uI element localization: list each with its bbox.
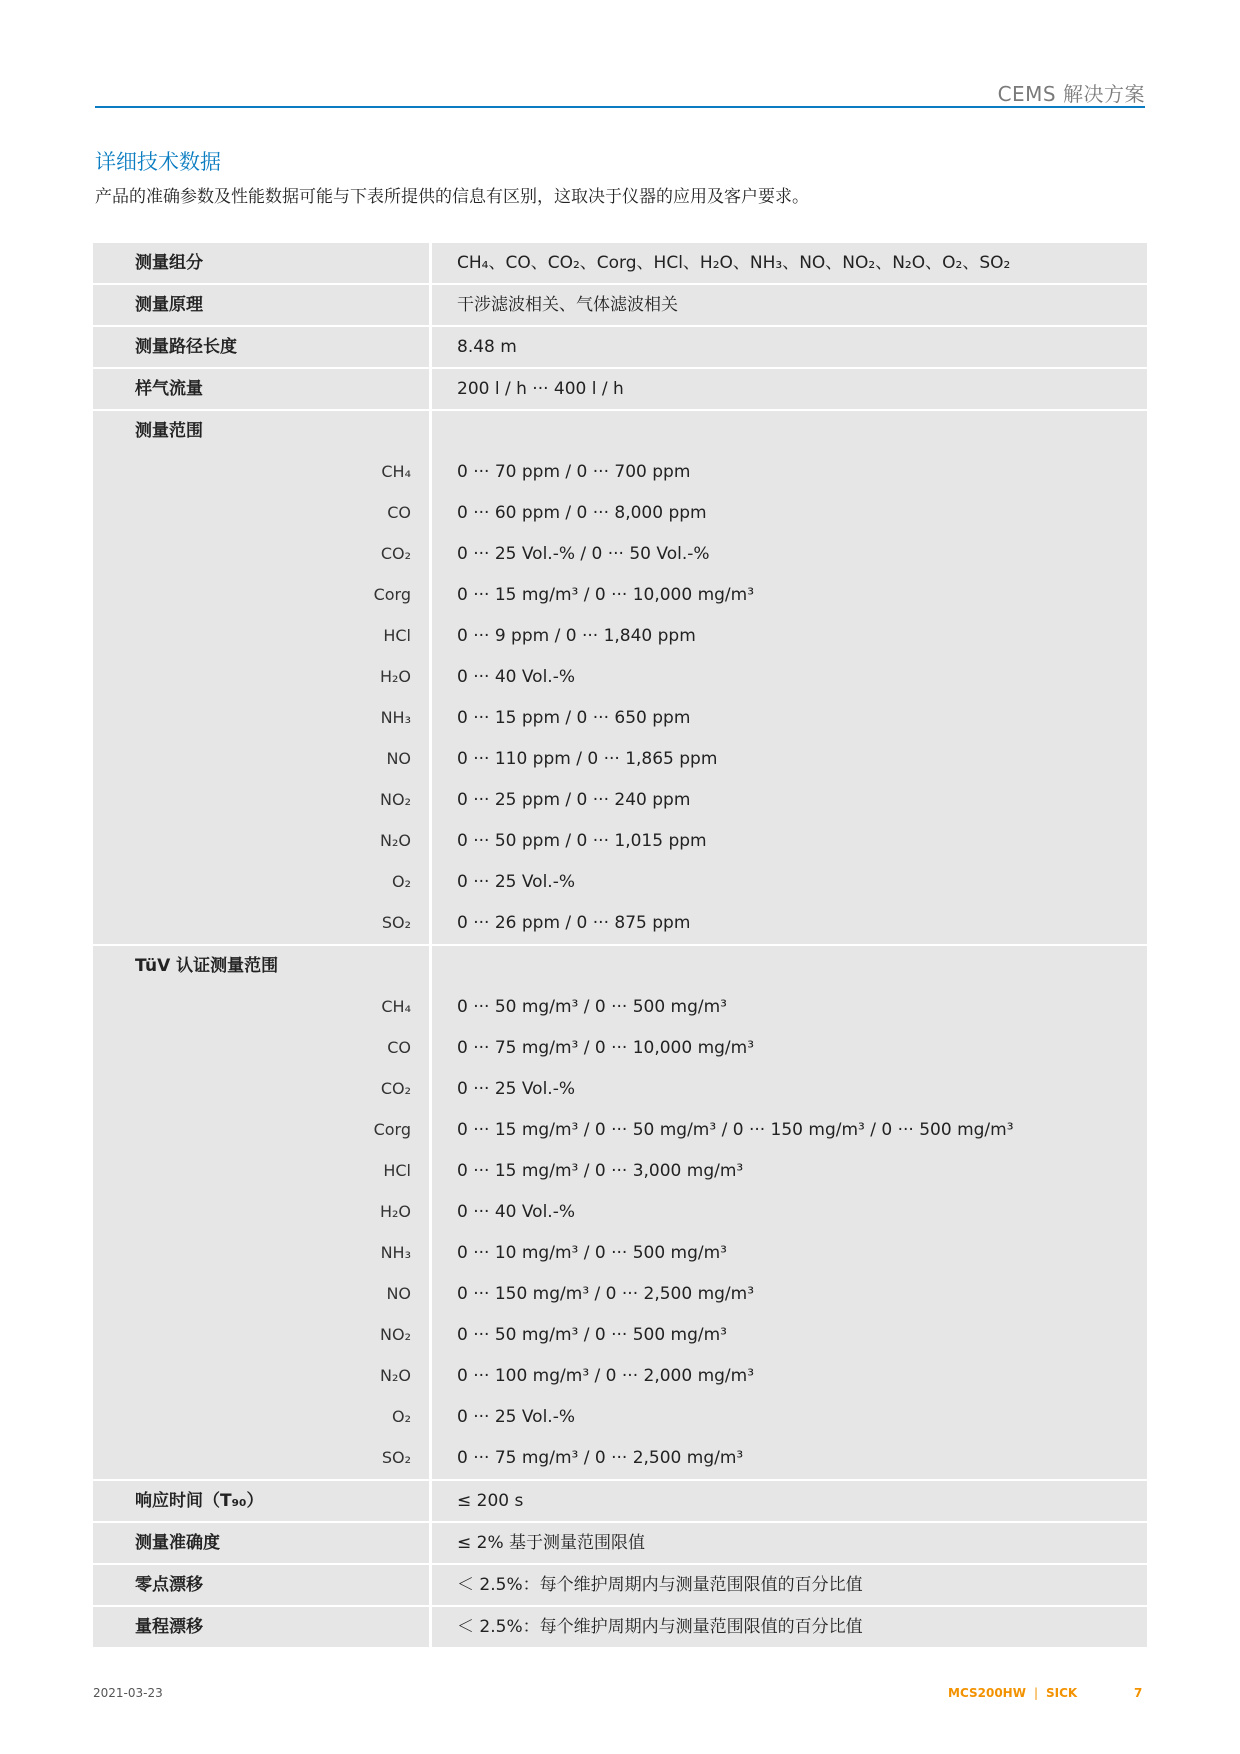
brand-name: SICK — [1046, 1686, 1078, 1700]
spec-value: 200 l / h ··· 400 l / h — [457, 379, 624, 399]
spec-row-zero-drift — [93, 1565, 1147, 1607]
tuv-row — [93, 1151, 1147, 1192]
range-value: 0 ··· 60 ppm / 0 ··· 8,000 ppm — [457, 503, 707, 523]
component-label: CO₂ — [380, 544, 411, 563]
tuv-row — [93, 1438, 1147, 1479]
range-value: 0 ··· 110 ppm / 0 ··· 1,865 ppm — [457, 749, 718, 769]
spec-row-principle — [93, 285, 1147, 327]
product-name: MCS200HW — [948, 1686, 1026, 1700]
spec-label: 量程漂移 — [135, 1617, 203, 1637]
component-label: NO₂ — [380, 1325, 411, 1344]
range-row — [93, 452, 1147, 493]
component-label: HCl — [383, 1161, 411, 1180]
range-value: 0 ··· 150 mg/m³ / 0 ··· 2,500 mg/m³ — [457, 1284, 755, 1304]
range-value: 0 ··· 100 mg/m³ / 0 ··· 2,000 mg/m³ — [457, 1366, 755, 1386]
component-label: Corg — [373, 1120, 411, 1139]
component-label: NO — [386, 749, 411, 768]
range-value: 0 ··· 15 ppm / 0 ··· 650 ppm — [457, 708, 691, 728]
spec-row-path-length — [93, 327, 1147, 369]
component-label: HCl — [383, 626, 411, 645]
range-value: 0 ··· 10 mg/m³ / 0 ··· 500 mg/m³ — [457, 1243, 727, 1263]
spec-label: 测量准确度 — [135, 1533, 220, 1553]
spec-table — [93, 243, 1147, 1647]
range-row — [93, 616, 1147, 657]
spec-label: 测量路径长度 — [135, 337, 237, 357]
range-value: 0 ··· 75 mg/m³ / 0 ··· 10,000 mg/m³ — [457, 1038, 755, 1058]
spec-row-response-time — [93, 1481, 1147, 1523]
spec-value: 8.48 m — [457, 337, 517, 357]
range-value: 0 ··· 50 ppm / 0 ··· 1,015 ppm — [457, 831, 707, 851]
spec-label: 测量组分 — [135, 253, 203, 273]
component-label: NO₂ — [380, 790, 411, 809]
component-label: N₂O — [380, 831, 411, 850]
range-value: 0 ··· 75 mg/m³ / 0 ··· 2,500 mg/m³ — [457, 1448, 744, 1468]
footer-brand — [948, 1686, 1077, 1700]
component-label: O₂ — [391, 1407, 411, 1426]
spec-value: CH₄、CO、CO₂、Corg、HCl、H₂O、NH₃、NO、NO₂、N₂O、O₂、SO₂ — [457, 253, 1011, 273]
range-row — [93, 862, 1147, 903]
component-label: CO₂ — [380, 1079, 411, 1098]
group-label: 测量范围 — [135, 421, 203, 441]
tuv-row — [93, 1274, 1147, 1315]
tuv-row — [93, 1315, 1147, 1356]
range-value: 0 ··· 9 ppm / 0 ··· 1,840 ppm — [457, 626, 696, 646]
tuv-row — [93, 1397, 1147, 1438]
range-value: 0 ··· 25 Vol.-% / 0 ··· 50 Vol.-% — [457, 544, 710, 564]
intro-text: 产品的准确参数及性能数据可能与下表所提供的信息有区别，这取决于仪器的应用及客户要求。 — [95, 187, 809, 207]
range-row — [93, 780, 1147, 821]
spec-row-accuracy — [93, 1523, 1147, 1565]
range-value: 0 ··· 40 Vol.-% — [457, 1202, 575, 1222]
spec-value: ≤ 2% 基于测量范围限值 — [457, 1533, 646, 1553]
tuv-row — [93, 1028, 1147, 1069]
tuv-row — [93, 1110, 1147, 1151]
component-label: CH₄ — [381, 997, 411, 1016]
spec-label: 样气流量 — [135, 379, 203, 399]
range-value: 0 ··· 25 Vol.-% — [457, 1079, 575, 1099]
header-rule — [95, 106, 1145, 108]
range-value: 0 ··· 26 ppm / 0 ··· 875 ppm — [457, 913, 691, 933]
range-row — [93, 657, 1147, 698]
tuv-row — [93, 1069, 1147, 1110]
range-row — [93, 698, 1147, 739]
range-row — [93, 575, 1147, 616]
footer-date: 2021-03-23 — [93, 1686, 163, 1700]
range-value: 0 ··· 25 Vol.-% — [457, 872, 575, 892]
component-label: H₂O — [379, 667, 411, 686]
component-label: NH₃ — [380, 708, 411, 727]
component-label: H₂O — [379, 1202, 411, 1221]
tuv-row — [93, 1356, 1147, 1397]
range-value: 0 ··· 15 mg/m³ / 0 ··· 3,000 mg/m³ — [457, 1161, 744, 1181]
page-number: 7 — [1134, 1686, 1143, 1700]
tuv-range-group — [93, 946, 1147, 1481]
spec-value: ＜ 2.5%：每个维护周期内与测量范围限值的百分比值 — [457, 1575, 863, 1595]
group-label: TüV 认证测量范围 — [135, 956, 279, 976]
component-label: CO — [387, 1038, 411, 1057]
spec-value: 干涉滤波相关、气体滤波相关 — [457, 295, 678, 315]
range-value: 0 ··· 25 Vol.-% — [457, 1407, 575, 1427]
component-label: NO — [386, 1284, 411, 1303]
spec-row-sample-flow — [93, 369, 1147, 411]
range-value: 0 ··· 50 mg/m³ / 0 ··· 500 mg/m³ — [457, 1325, 727, 1345]
component-label: O₂ — [391, 872, 411, 891]
component-label: N₂O — [380, 1366, 411, 1385]
tuv-row — [93, 987, 1147, 1028]
range-value: 0 ··· 25 ppm / 0 ··· 240 ppm — [457, 790, 691, 810]
range-value: 0 ··· 15 mg/m³ / 0 ··· 10,000 mg/m³ — [457, 585, 755, 605]
component-label: SO₂ — [381, 1448, 411, 1467]
range-value: 0 ··· 50 mg/m³ / 0 ··· 500 mg/m³ — [457, 997, 727, 1017]
component-label: Corg — [373, 585, 411, 604]
spec-value: ＜ 2.5%：每个维护周期内与测量范围限值的百分比值 — [457, 1617, 863, 1637]
spec-row-components — [93, 243, 1147, 285]
component-label: SO₂ — [381, 913, 411, 932]
range-row — [93, 903, 1147, 944]
spec-label: 零点漂移 — [135, 1575, 203, 1595]
component-label: NH₃ — [380, 1243, 411, 1262]
range-row — [93, 739, 1147, 780]
spec-label: 测量原理 — [135, 295, 203, 315]
tuv-row — [93, 1192, 1147, 1233]
spec-value: ≤ 200 s — [457, 1491, 524, 1511]
range-row — [93, 493, 1147, 534]
header-title: CEMS 解决方案 — [997, 82, 1145, 106]
range-row — [93, 821, 1147, 862]
component-label: CH₄ — [381, 462, 411, 481]
range-value: 0 ··· 70 ppm / 0 ··· 700 ppm — [457, 462, 691, 482]
range-value: 0 ··· 15 mg/m³ / 0 ··· 50 mg/m³ / 0 ··· 150 mg/m³ / 0 ··· 500 mg/m³ — [457, 1120, 1014, 1140]
range-value: 0 ··· 40 Vol.-% — [457, 667, 575, 687]
section-title: 详细技术数据 — [95, 150, 221, 174]
component-label: CO — [387, 503, 411, 522]
spec-row-span-drift — [93, 1607, 1147, 1647]
footer-separator: | — [1033, 1686, 1038, 1700]
range-row — [93, 534, 1147, 575]
spec-label: 响应时间（T₉₀） — [135, 1491, 264, 1511]
measuring-range-group — [93, 411, 1147, 946]
tuv-row — [93, 1233, 1147, 1274]
